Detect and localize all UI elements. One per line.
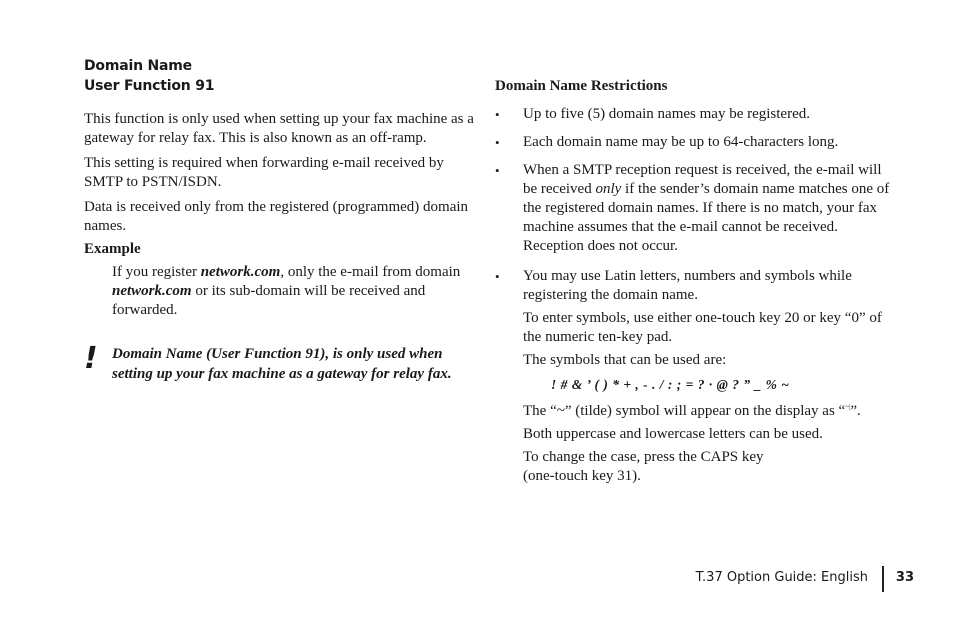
bullet-icon: •	[495, 135, 500, 150]
section-title: Domain Name	[84, 58, 192, 74]
footer-divider	[882, 566, 884, 592]
example-text-2: , only the e-mail from domain	[280, 264, 461, 280]
example-paragraph	[112, 263, 476, 320]
example-domain-1: network.com	[200, 264, 281, 280]
restrictions-list	[495, 105, 895, 486]
example-heading: Example	[84, 241, 141, 257]
symbols-list: ! # & ’ ( ) * + , - . / : ; = ? · @ ? ” _ % ~	[551, 377, 790, 392]
data-paragraph: Data is received only from the registered (programmed) domain names.	[84, 199, 469, 234]
intro-paragraph: This function is only used when setting up your fax machine as a gateway for relay fax. This is also known as an off-ramp.	[84, 111, 474, 146]
list-item	[495, 133, 895, 152]
caps-note-line-1: To change the case, press the CAPS key	[523, 449, 764, 465]
list-item-text: Each domain name may be up to 64-characters long.	[523, 134, 839, 150]
symbols-label: The symbols that can be used are:	[523, 352, 727, 368]
guide-title: T.37 Option Guide: English	[695, 570, 868, 585]
list-item-text: Up to five (5) domain names may be registered.	[523, 106, 810, 122]
case-note: Both uppercase and lowercase letters can be used.	[523, 426, 823, 442]
caps-note-line-2: (one-touch key 31).	[523, 468, 641, 484]
tilde-glyph: ~|	[845, 403, 851, 411]
bullet-icon: •	[495, 107, 500, 122]
smtp-text-2: if the sender’s domain name matches one of the registered domain names. If there is no match, your fax machine assumes that the e-mail cannot be received. Reception does not occur.	[523, 181, 890, 254]
latin-text: You may use Latin letters, numbers and symbols while registering the domain name.	[523, 268, 852, 303]
tilde-text-1: The “~” (tilde) symbol will appear on the display as “	[523, 403, 846, 419]
right-column	[495, 77, 895, 486]
smtp-text-1: When a SMTP reception request is received, the e-mail will be received	[523, 162, 882, 197]
page-number: 33	[895, 570, 914, 585]
exclamation-icon: !	[84, 341, 98, 376]
list-item	[495, 161, 895, 256]
left-column	[84, 56, 476, 384]
example-text-3: or its sub-domain will be received and forwarded.	[112, 283, 426, 318]
example-text-1: If you register	[112, 264, 201, 280]
list-item	[495, 105, 895, 124]
symbols-instruction: To enter symbols, use either one-touch key 20 or key “0” of the numeric ten-key pad.	[523, 310, 882, 345]
warning-note	[84, 341, 476, 384]
restrictions-heading: Domain Name Restrictions	[495, 78, 668, 94]
smtp-emphasis: only	[595, 181, 622, 197]
bullet-icon: •	[495, 163, 500, 178]
example-domain-2: network.com	[112, 283, 192, 299]
tilde-note	[523, 398, 895, 421]
tilde-text-2: ”.	[850, 403, 861, 419]
page-footer	[600, 566, 914, 592]
warning-note-text: Domain Name (User Function 91), is only used when setting up your fax machine as a gateway for relay fax.	[112, 346, 452, 382]
smtp-paragraph: This setting is required when forwarding e-mail received by SMTP to PSTN/ISDN.	[84, 155, 444, 190]
bullet-icon: •	[495, 269, 500, 284]
list-item	[495, 267, 895, 486]
section-subtitle: User Function 91	[84, 78, 215, 94]
